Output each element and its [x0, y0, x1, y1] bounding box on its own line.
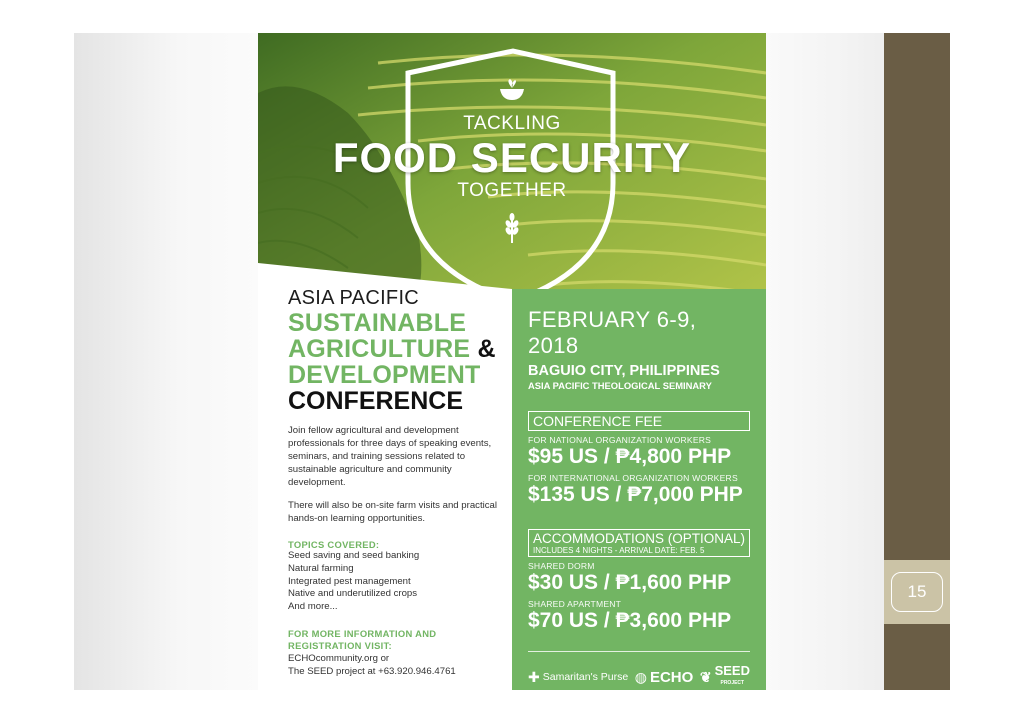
echo-logo: ◍ ECHO [634, 668, 694, 686]
title-line-3: DEVELOPMENT [288, 361, 481, 389]
topic-item: And more... [288, 601, 338, 613]
event-details [528, 307, 750, 690]
conference-fee-heading: CONFERENCE FEE [528, 411, 750, 431]
international-fee-label: FOR INTERNATIONAL ORGANIZATION WORKERS [528, 473, 738, 483]
dove-icon: ✚ [528, 668, 540, 685]
sponsor-logos [528, 664, 750, 690]
wheat-icon [504, 213, 520, 243]
accommodations-note: INCLUDES 4 NIGHTS - ARRIVAL DATE: FEB. 5 [533, 546, 705, 555]
topic-item: Seed saving and seed banking [288, 550, 420, 561]
title-line-2: AGRICULTURE & [288, 335, 496, 363]
conference-poster [258, 33, 766, 690]
farm-visits-paragraph: There will also be on-site farm visits and practical hands-on learning opportunities. [288, 500, 498, 524]
samaritans-purse-logo: ✚ Samaritan's Purse [528, 668, 629, 685]
topic-item: Natural farming [288, 562, 354, 574]
topics-list [288, 550, 508, 614]
event-city: BAGUIO CITY, PHILIPPINES [528, 363, 720, 379]
national-fee-price: $95 US / ₱4,800 PHP [528, 445, 732, 468]
globe-icon: ◍ [634, 668, 647, 685]
apartment-price: $70 US / ₱3,600 PHP [528, 609, 732, 632]
intro-paragraph: Join fellow agricultural and development professionals for three days of speaking events, seminars, and training sessions related to sustainable agriculture and community development. [288, 425, 492, 488]
topic-item: Native and underutilized crops [288, 588, 418, 600]
hero-line-tackling: TACKLING [463, 113, 561, 134]
eyebrow-region: ASIA PACIFIC [288, 287, 420, 309]
conference-description [288, 287, 508, 679]
info-phone: The SEED project at +63.920.946.4761 [288, 665, 456, 677]
logo-divider [528, 651, 750, 652]
topic-item: Integrated pest management [288, 575, 411, 587]
accommodations-heading-box [528, 529, 750, 557]
event-venue: ASIA PACIFIC THEOLOGICAL SEMINARY [528, 380, 712, 391]
title-line-4: CONFERENCE [288, 387, 464, 415]
hero-banner [258, 33, 766, 323]
title-line-1: SUSTAINABLE [288, 309, 467, 337]
hero-title: FOOD SECURITY [332, 134, 692, 181]
bowl-icon [498, 79, 526, 101]
accommodations-heading: ACCOMMODATIONS (OPTIONAL) [533, 531, 746, 546]
international-fee-price: $135 US / ₱7,000 PHP [528, 483, 743, 506]
info-heading: FOR MORE INFORMATION AND REGISTRATION VISIT: [288, 627, 437, 652]
hero-line-together: TOGETHER [457, 180, 567, 201]
dorm-price: $30 US / ₱1,600 PHP [528, 571, 732, 594]
seed-project-logo: ❦ SEED PROJECT [699, 663, 750, 686]
page-number: 15 [891, 572, 943, 612]
event-date: FEBRUARY 6-9, 2018 [528, 307, 697, 358]
leaf-icon: ❦ [699, 668, 712, 685]
national-fee-label: FOR NATIONAL ORGANIZATION WORKERS [528, 435, 712, 445]
dorm-label: SHARED DORM [528, 561, 595, 571]
info-website: ECHOcommunity.org or [288, 652, 390, 664]
topics-heading: TOPICS COVERED: [288, 539, 380, 550]
apartment-label: SHARED APARTMENT [528, 599, 622, 609]
